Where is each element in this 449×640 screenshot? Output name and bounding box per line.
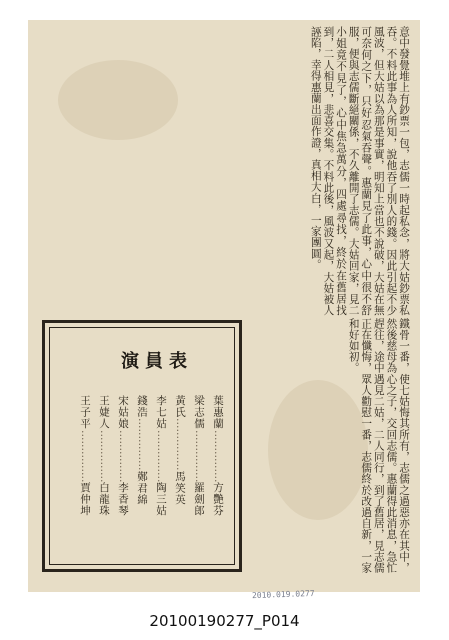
cast-actor: 羅劍郎 <box>193 482 205 517</box>
cast-actor: 馬笑英 <box>174 470 186 505</box>
cast-row <box>208 395 227 563</box>
cast-row <box>132 395 151 563</box>
leader-dots: …………… <box>98 429 110 482</box>
cast-actor: 白龍珠 <box>98 482 110 517</box>
cast-role: 王婕人 <box>98 395 110 430</box>
cast-role: 宋姑娘 <box>117 395 129 430</box>
cast-actor: 鄭君綿 <box>136 470 148 505</box>
cast-actor: 方艷芬 <box>212 482 224 517</box>
cast-role: 梁志儒 <box>193 395 205 430</box>
image-caption: 20100190277_P014 <box>149 612 300 630</box>
cast-role: 錢浩 <box>136 395 148 418</box>
cast-row <box>113 395 132 563</box>
cast-actor: 陶三姑 <box>155 482 167 517</box>
leader-dots: …………… <box>136 418 148 471</box>
leader-dots: …………… <box>155 429 167 482</box>
cast-row <box>170 395 189 563</box>
cast-role: 黃氏 <box>174 395 186 418</box>
leader-dots: …………… <box>212 429 224 482</box>
document-page <box>28 20 420 592</box>
lower-paragraph: 鐵骨一番，使七姑悔其所有，志儒之過惡亦在其中，然後慈母為心之子，交回志儒。惠蘭得此消息，急忙趕往，途中遇見二姑，二人同行，到了舊居，見志儒正在懺悔，眾人勸慰一番，志儒終於改過自新，一家和好如初。 <box>347 318 410 574</box>
cast-list-box <box>42 320 242 572</box>
cast-actor: 賈仲坤 <box>79 482 91 517</box>
upper-text-block <box>36 26 410 316</box>
cast-row <box>94 395 113 563</box>
cast-row <box>151 395 170 563</box>
leader-dots: …………… <box>193 429 205 482</box>
cast-list-title: 演員表 <box>121 351 193 372</box>
cast-role: 葉惠蘭 <box>212 395 224 430</box>
leader-dots: …………… <box>117 429 129 482</box>
cast-role: 李七姑 <box>155 395 167 430</box>
cast-row <box>75 395 94 563</box>
cast-list-rows <box>55 395 227 563</box>
upper-paragraph: 意中發覺堆上有鈔票一包，志儒一時起私念，將大姑鈔票私吞。不料此事為人所知，說他吞了別人的錢。因此引起不少風波，但大姑以為那是事實，明知上當也不說破，大姑在無可奈何之下，只好忍氣吞聲。惠蘭見了此事，心中很不舒服，便與志儒斷絕關係，不久離開了志儒。大姑回家，見二小姐竟不見了，心中焦急萬分，四處尋找，終於在舊居找到，二人相見，悲喜交集。不料此後，風波又起，大姑被人誣陷，幸得惠蘭出面作證，真相大白，一家團圓。 <box>309 26 410 316</box>
leader-dots: …………… <box>79 429 91 482</box>
cast-actor: 李香琴 <box>117 482 129 517</box>
lower-text-block <box>250 318 410 578</box>
cast-row <box>189 395 208 563</box>
archive-stamp: 2010.019.0277 <box>251 588 315 601</box>
leader-dots: …………… <box>174 418 186 471</box>
cast-role: 王子平 <box>79 395 91 430</box>
